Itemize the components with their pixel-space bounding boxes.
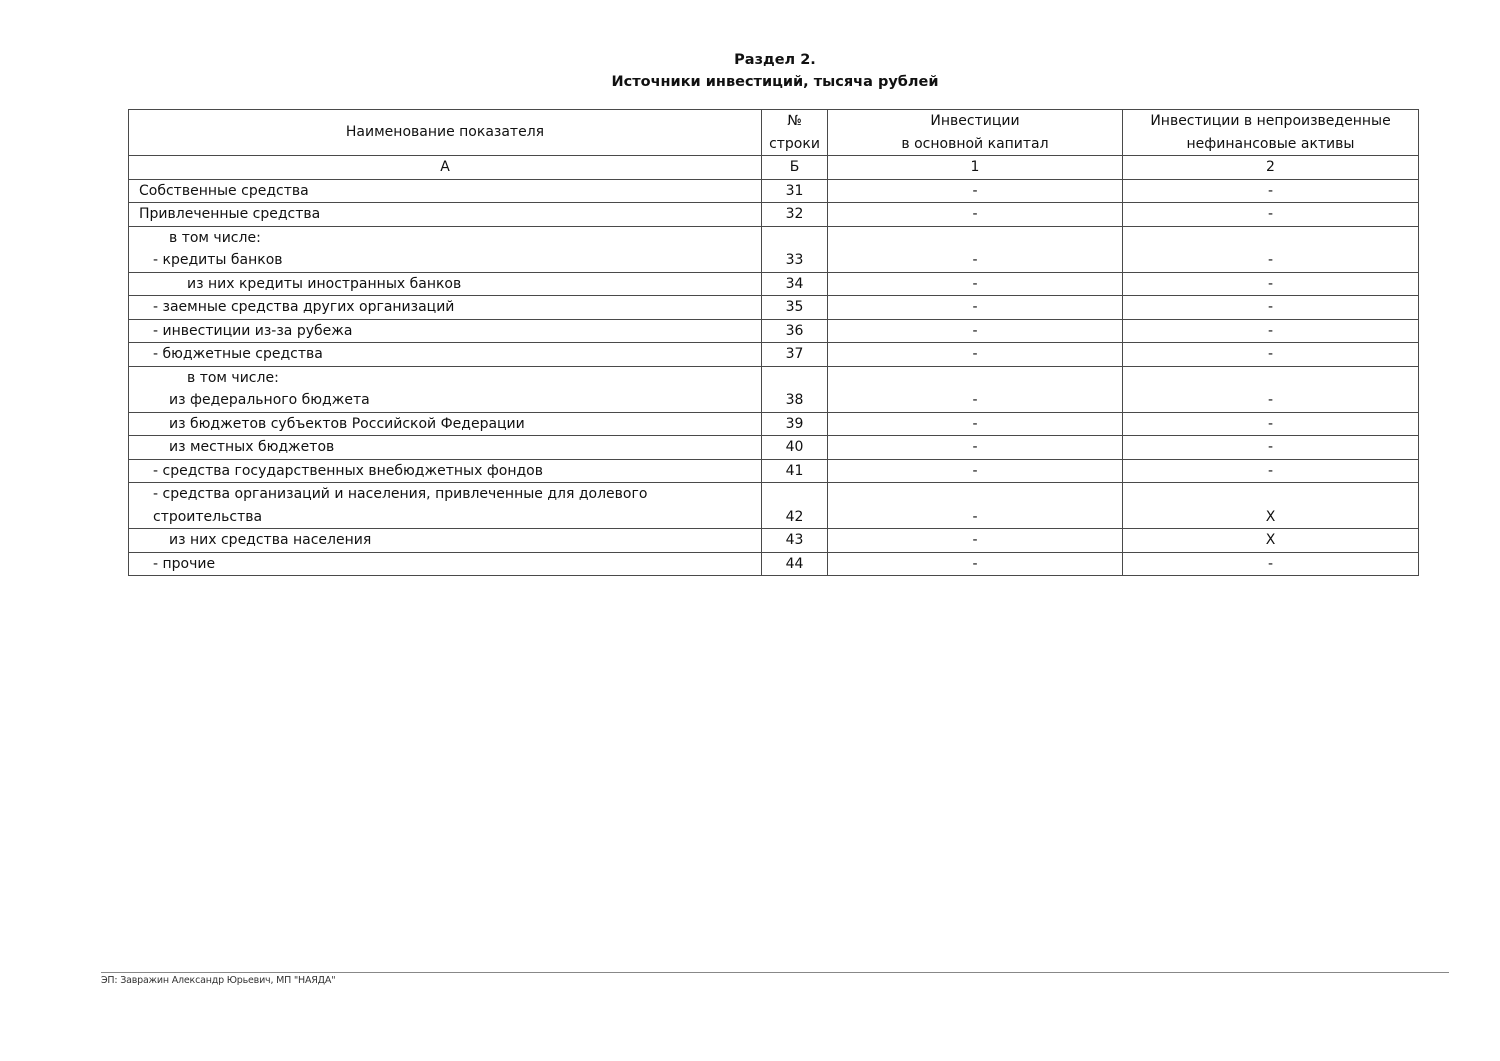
row-code-cell: 40 bbox=[762, 436, 828, 460]
indicator-name-line: - инвестиции из-за рубежа bbox=[153, 322, 353, 339]
header-col1 bbox=[828, 110, 1123, 156]
table-row bbox=[129, 179, 1419, 203]
indicator-name-line: из федерального бюджета bbox=[169, 392, 370, 408]
indicator-name-line: строительства bbox=[153, 508, 263, 525]
header-col2-line2: нефинансовые активы bbox=[1186, 135, 1355, 152]
row-code-cell: 38 bbox=[762, 366, 828, 412]
indicator-name-line: в том числе: bbox=[187, 369, 279, 386]
fixed-capital-value-cell: - bbox=[828, 436, 1123, 460]
indicator-name-cell bbox=[129, 366, 762, 412]
fixed-capital-value-cell: - bbox=[828, 226, 1123, 272]
header-code-line2: строки bbox=[769, 135, 820, 152]
row-code-cell: 44 bbox=[762, 552, 828, 576]
table-row bbox=[129, 366, 1419, 412]
index-cell-b: Б bbox=[762, 156, 828, 180]
table-row bbox=[129, 412, 1419, 436]
indicator-name-cell bbox=[129, 529, 762, 553]
fixed-capital-value-cell: - bbox=[828, 529, 1123, 553]
indicator-name-line: - прочие bbox=[153, 555, 216, 572]
fixed-capital-value-cell: - bbox=[828, 366, 1123, 412]
table-row bbox=[129, 529, 1419, 553]
nonproduced-assets-value-cell: - bbox=[1123, 203, 1419, 227]
indicator-name-line: - кредиты банков bbox=[153, 252, 283, 268]
fixed-capital-value-cell: - bbox=[828, 412, 1123, 436]
nonproduced-assets-value-cell: - bbox=[1123, 436, 1419, 460]
table-row bbox=[129, 296, 1419, 320]
fixed-capital-value-cell: - bbox=[828, 179, 1123, 203]
nonproduced-assets-value-cell: - bbox=[1123, 296, 1419, 320]
footer-divider bbox=[101, 972, 1449, 973]
fixed-capital-value-cell: - bbox=[828, 203, 1123, 227]
indicator-name-line: - заемные средства других организаций bbox=[153, 299, 455, 315]
fixed-capital-value-cell: - bbox=[828, 459, 1123, 483]
indicator-name-line: Привлеченные средства bbox=[139, 206, 321, 222]
table-row bbox=[129, 272, 1419, 296]
indicator-name-line: - средства организаций и населения, привлеченные для долевого bbox=[153, 486, 648, 502]
indicator-name-cell bbox=[129, 296, 762, 320]
row-code-cell: 37 bbox=[762, 343, 828, 367]
indicator-name-cell bbox=[129, 459, 762, 483]
nonproduced-assets-value-cell: - bbox=[1123, 179, 1419, 203]
table-row bbox=[129, 483, 1419, 529]
row-code-cell: 35 bbox=[762, 296, 828, 320]
header-col2 bbox=[1123, 110, 1419, 156]
header-code-line1: № bbox=[787, 113, 802, 129]
fixed-capital-value-cell: - bbox=[828, 319, 1123, 343]
nonproduced-assets-value-cell: - bbox=[1123, 412, 1419, 436]
index-cell-1: 1 bbox=[828, 156, 1123, 180]
indicator-name-line: из них кредиты иностранных банков bbox=[187, 275, 462, 292]
fixed-capital-value-cell: - bbox=[828, 552, 1123, 576]
indicator-name-line: в том числе: bbox=[169, 229, 261, 246]
row-code-cell: 34 bbox=[762, 272, 828, 296]
nonproduced-assets-value-cell: - bbox=[1123, 226, 1419, 272]
table-index-row bbox=[129, 156, 1419, 180]
fixed-capital-value-cell: - bbox=[828, 272, 1123, 296]
page-title: Источники инвестиций, тысяча рублей bbox=[611, 74, 939, 90]
row-code-cell: 33 bbox=[762, 226, 828, 272]
header-col1-line1: Инвестиции bbox=[930, 113, 1020, 129]
indicator-name-cell bbox=[129, 179, 762, 203]
indicator-name-cell bbox=[129, 483, 762, 529]
nonproduced-assets-value-cell: - bbox=[1123, 459, 1419, 483]
header-col2-line1: Инвестиции в непроизведенные bbox=[1150, 113, 1391, 129]
table-row bbox=[129, 226, 1419, 272]
row-code-cell: 39 bbox=[762, 412, 828, 436]
indicator-name-cell bbox=[129, 552, 762, 576]
index-cell-2: 2 bbox=[1123, 156, 1419, 180]
header-code bbox=[762, 110, 828, 156]
indicator-name-cell bbox=[129, 412, 762, 436]
row-code-cell: 31 bbox=[762, 179, 828, 203]
fixed-capital-value-cell: - bbox=[828, 343, 1123, 367]
indicator-name-line: - бюджетные средства bbox=[153, 346, 323, 362]
header-name bbox=[129, 110, 762, 156]
table-row bbox=[129, 203, 1419, 227]
indicator-name-line: из бюджетов субъектов Российской Федерации bbox=[169, 415, 525, 432]
indicator-name-line: - средства государственных внебюджетных фондов bbox=[153, 462, 543, 479]
index-cell-a: А bbox=[129, 156, 762, 180]
nonproduced-assets-value-cell: X bbox=[1123, 483, 1419, 529]
table-body bbox=[129, 179, 1419, 576]
header-col1-line2: в основной капитал bbox=[901, 135, 1049, 152]
row-code-cell: 32 bbox=[762, 203, 828, 227]
fixed-capital-value-cell: - bbox=[828, 483, 1123, 529]
nonproduced-assets-value-cell: - bbox=[1123, 552, 1419, 576]
table-row bbox=[129, 319, 1419, 343]
table-row bbox=[129, 552, 1419, 576]
section-label: Раздел 2. bbox=[734, 52, 816, 68]
header-name-label: Наименование показателя bbox=[345, 124, 545, 141]
indicator-name-cell bbox=[129, 343, 762, 367]
indicator-name-cell bbox=[129, 272, 762, 296]
row-code-cell: 36 bbox=[762, 319, 828, 343]
nonproduced-assets-value-cell: - bbox=[1123, 366, 1419, 412]
investment-sources-table bbox=[128, 109, 1419, 576]
row-code-cell: 43 bbox=[762, 529, 828, 553]
nonproduced-assets-value-cell: - bbox=[1123, 319, 1419, 343]
row-code-cell: 41 bbox=[762, 459, 828, 483]
indicator-name-line: из них средства населения bbox=[169, 532, 372, 548]
indicator-name-cell bbox=[129, 226, 762, 272]
table-row bbox=[129, 436, 1419, 460]
row-code-cell: 42 bbox=[762, 483, 828, 529]
indicator-name-cell bbox=[129, 319, 762, 343]
nonproduced-assets-value-cell: - bbox=[1123, 343, 1419, 367]
fixed-capital-value-cell: - bbox=[828, 296, 1123, 320]
table-row bbox=[129, 459, 1419, 483]
nonproduced-assets-value-cell: X bbox=[1123, 529, 1419, 553]
table-header-row bbox=[129, 110, 1419, 156]
indicator-name-cell bbox=[129, 436, 762, 460]
nonproduced-assets-value-cell: - bbox=[1123, 272, 1419, 296]
indicator-name-cell bbox=[129, 203, 762, 227]
indicator-name-line: Собственные средства bbox=[139, 182, 309, 199]
table-row bbox=[129, 343, 1419, 367]
indicator-name-line: из местных бюджетов bbox=[169, 439, 335, 455]
footer-signature: ЭП: Завражин Александр Юрьевич, МП "НАЯДА" bbox=[101, 975, 336, 986]
